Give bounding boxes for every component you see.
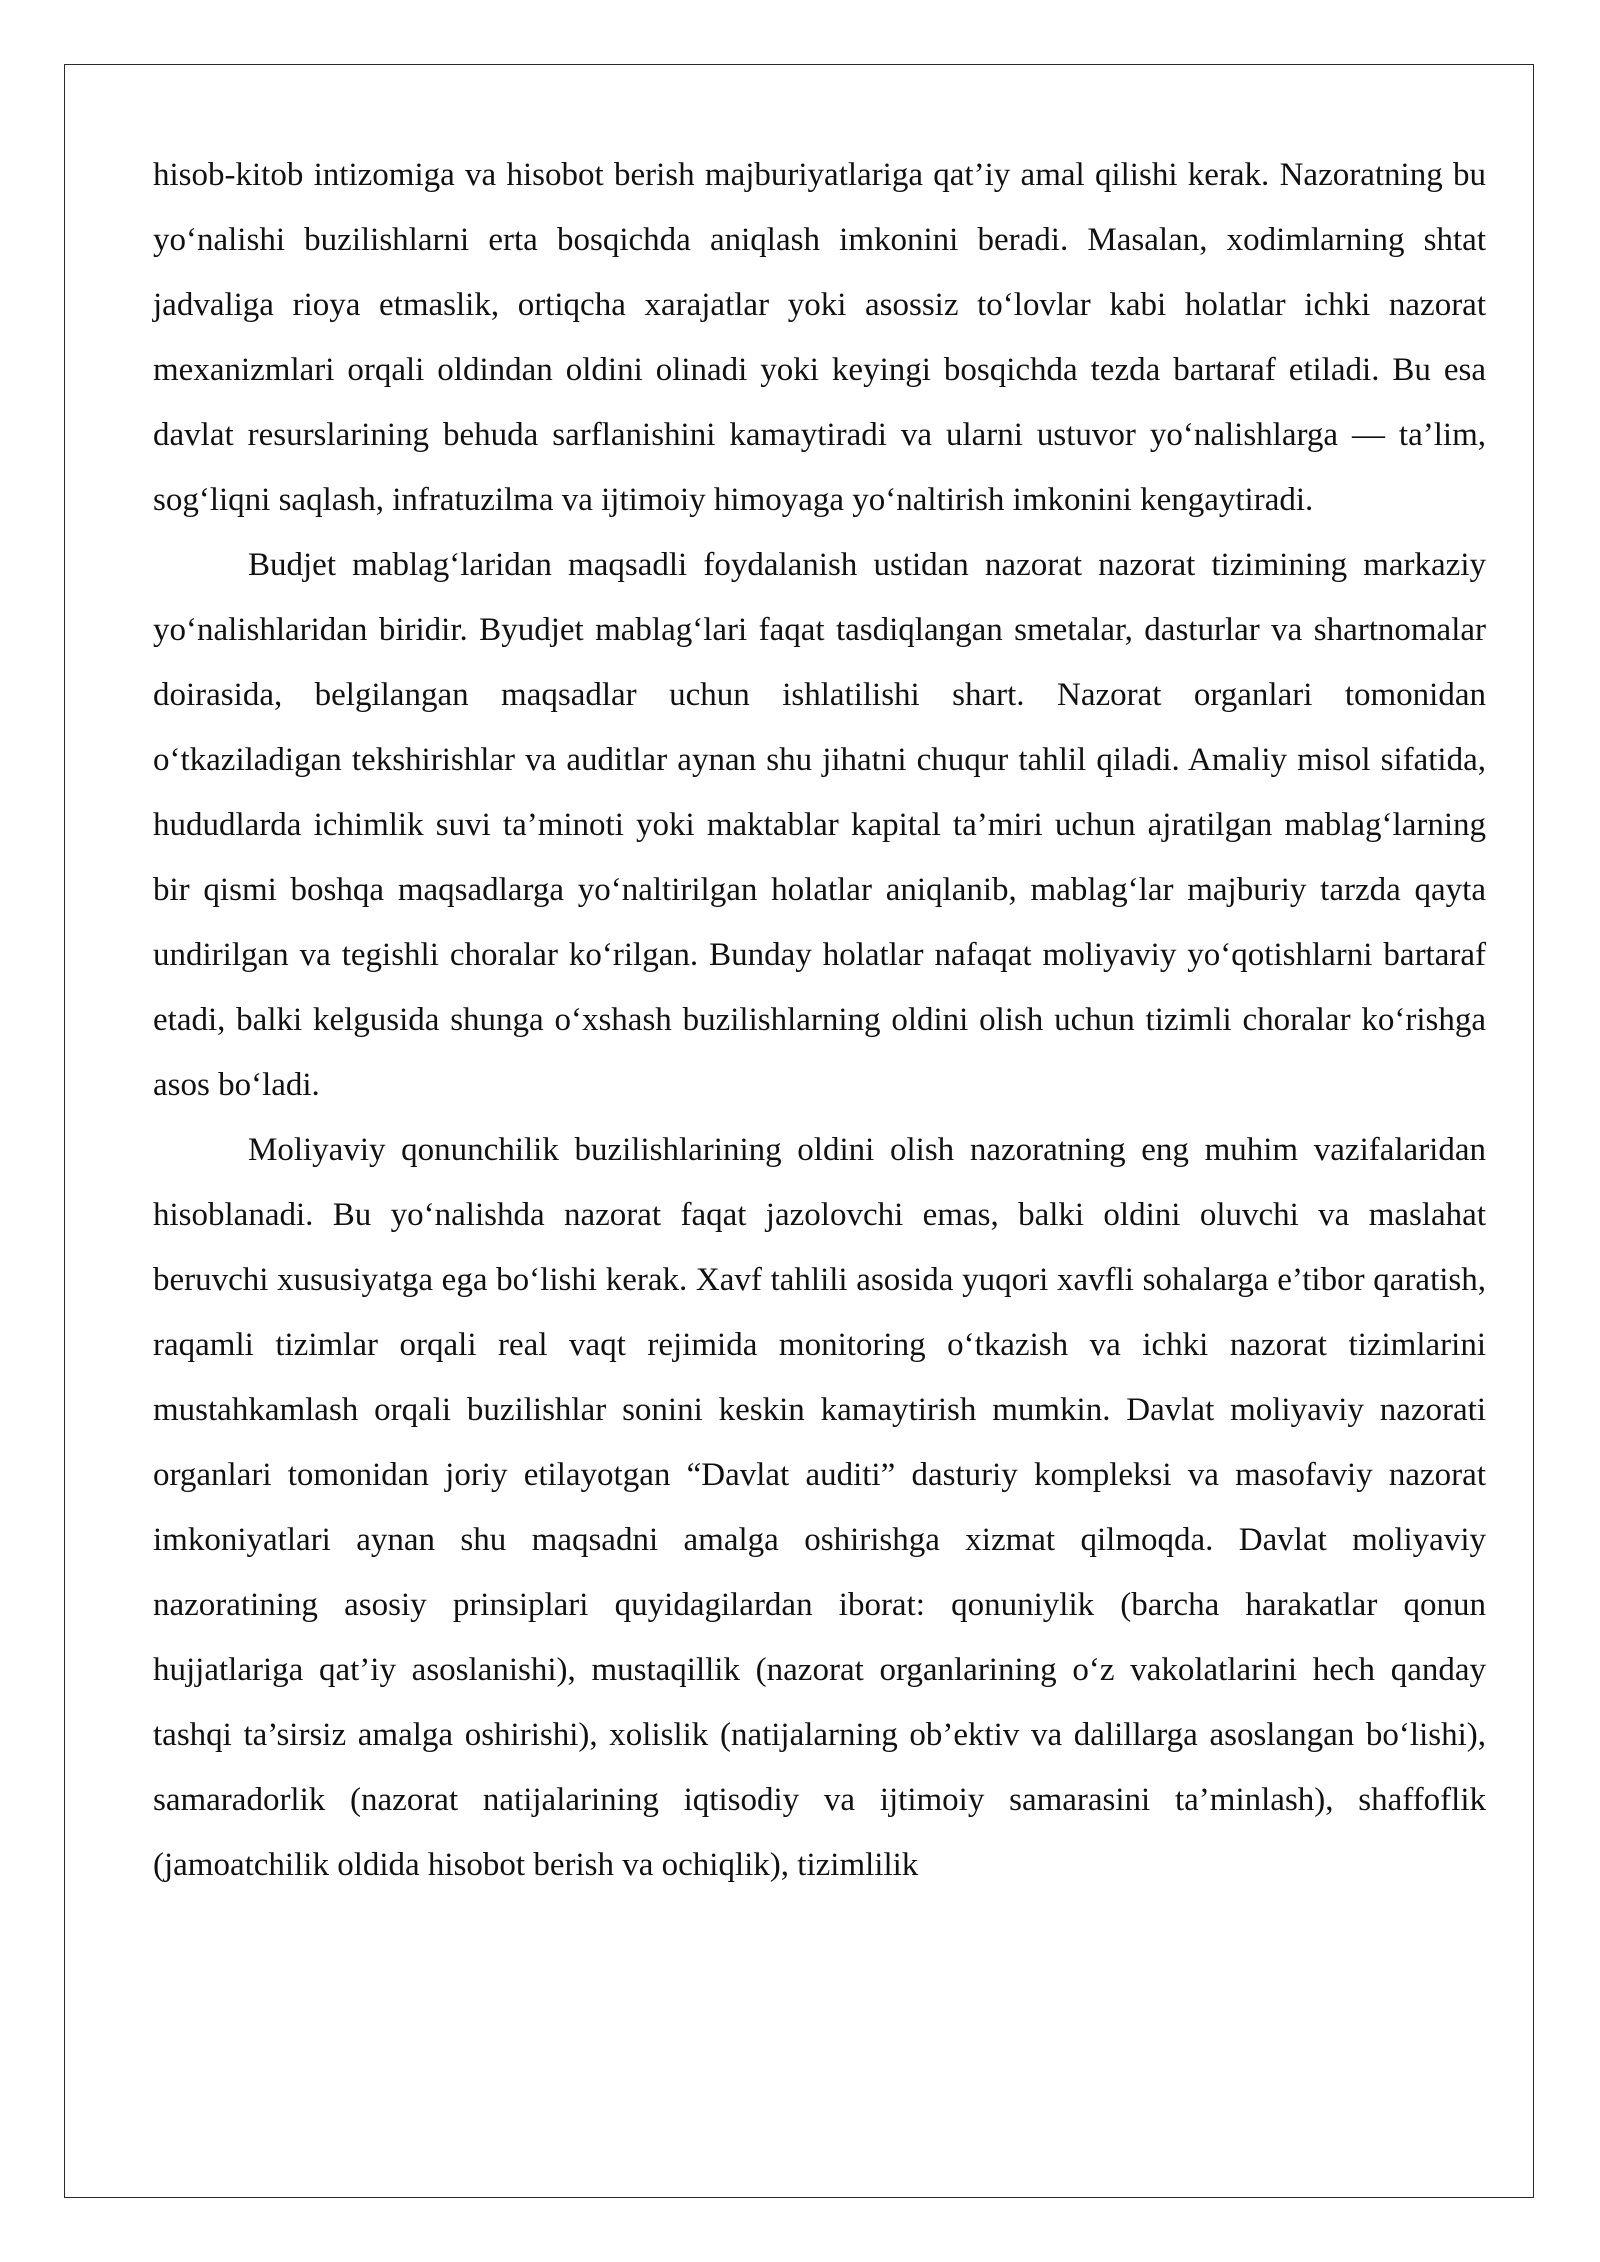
paragraph-continuation: hisob-kitob intizomiga va hisobot berish majburiyatlariga qat’iy amal qilishi kerak. Nazoratning bu yo‘nalishi buzilishlarni erta bosqichda aniqlash imkonini beradi. Masalan, xodimlarning shtat jadvaliga rioya etmaslik, ortiqcha xarajatlar yoki asossiz to‘lovlar kabi holatlar ichki nazorat mexanizmlari orqali oldindan oldini olinadi yoki keyingi bosqichda tezda bartaraf etiladi. Bu esa davlat resurslarining behuda sarflanishini kamaytiradi va ularni ustuvor yo‘nalishlarga — ta’lim, sog‘liqni saqlash, infratuzilma va ijtimoiy himoyaga yo‘naltirish imkonini kengaytiradi.	[153, 157, 1486, 518]
paragraph-budget-control: Budjet mablag‘laridan maqsadli foydalanish ustidan nazorat nazorat tizimining markaziy yo‘nalishlaridan biridir. Byudjet mablag‘lari faqat tasdiqlangan smetalar, dasturlar va shartnomalar doirasida, belgilangan maqsadlar uchun ishlatilishi shart. Nazorat organlari tomonidan o‘tkaziladigan tekshirishlar va auditlar aynan shu jihatni chuqur tahlil qiladi. Amaliy misol sifatida, hududlarda ichimlik suvi ta’minoti yoki maktablar kapital ta’miri uchun ajratilgan mablag‘larning bir qismi boshqa maqsadlarga yo‘naltirilgan holatlar aniqlanib, mablag‘lar majburiy tarzda qayta undirilgan va tegishli choralar ko‘rilgan. Bunday holatlar nafaqat moliyaviy yo‘qotishlarni bartaraf etadi, balki kelgusida shunga o‘xshash buzilishlarning oldini olish uchun tizimli choralar ko‘rishga asos bo‘ladi.	[153, 547, 1486, 1103]
document-body	[153, 143, 1486, 1898]
paragraph-violation-prevention: Moliyaviy qonunchilik buzilishlarining oldini olish nazoratning eng muhim vazifalaridan hisoblanadi. Bu yo‘nalishda nazorat faqat jazolovchi emas, balki oldini oluvchi va maslahat beruvchi xususiyatga ega bo‘lishi kerak. Xavf tahlili asosida yuqori xavfli sohalarga e’tibor qaratish, raqamli tizimlar orqali real vaqt rejimida monitoring o‘tkazish va ichki nazorat tizimlarini mustahkamlash orqali buzilishlar sonini keskin kamaytirish mumkin. Davlat moliyaviy nazorati organlari tomonidan joriy etilayotgan “Davlat auditi” dasturiy kompleksi va masofaviy nazorat imkoniyatlari aynan shu maqsadni amalga oshirishga xizmat qilmoqda. Davlat moliyaviy nazoratining asosiy prinsiplari quyidagilardan iborat: qonuniylik (barcha harakatlar qonun hujjatlariga qat’iy asoslanishi), mustaqillik (nazorat organlarining o‘z vakolatlarini hech qanday tashqi ta’sirsiz amalga oshirishi), xolislik (natijalarning ob’ektiv va dalillarga asoslangan bo‘lishi), samaradorlik (nazorat natijalarining iqtisodiy va ijtimoiy samarasini ta’minlash), shaffoflik (jamoatchilik oldida hisobot berish va ochiqlik), tizimlilik	[153, 1132, 1486, 1883]
